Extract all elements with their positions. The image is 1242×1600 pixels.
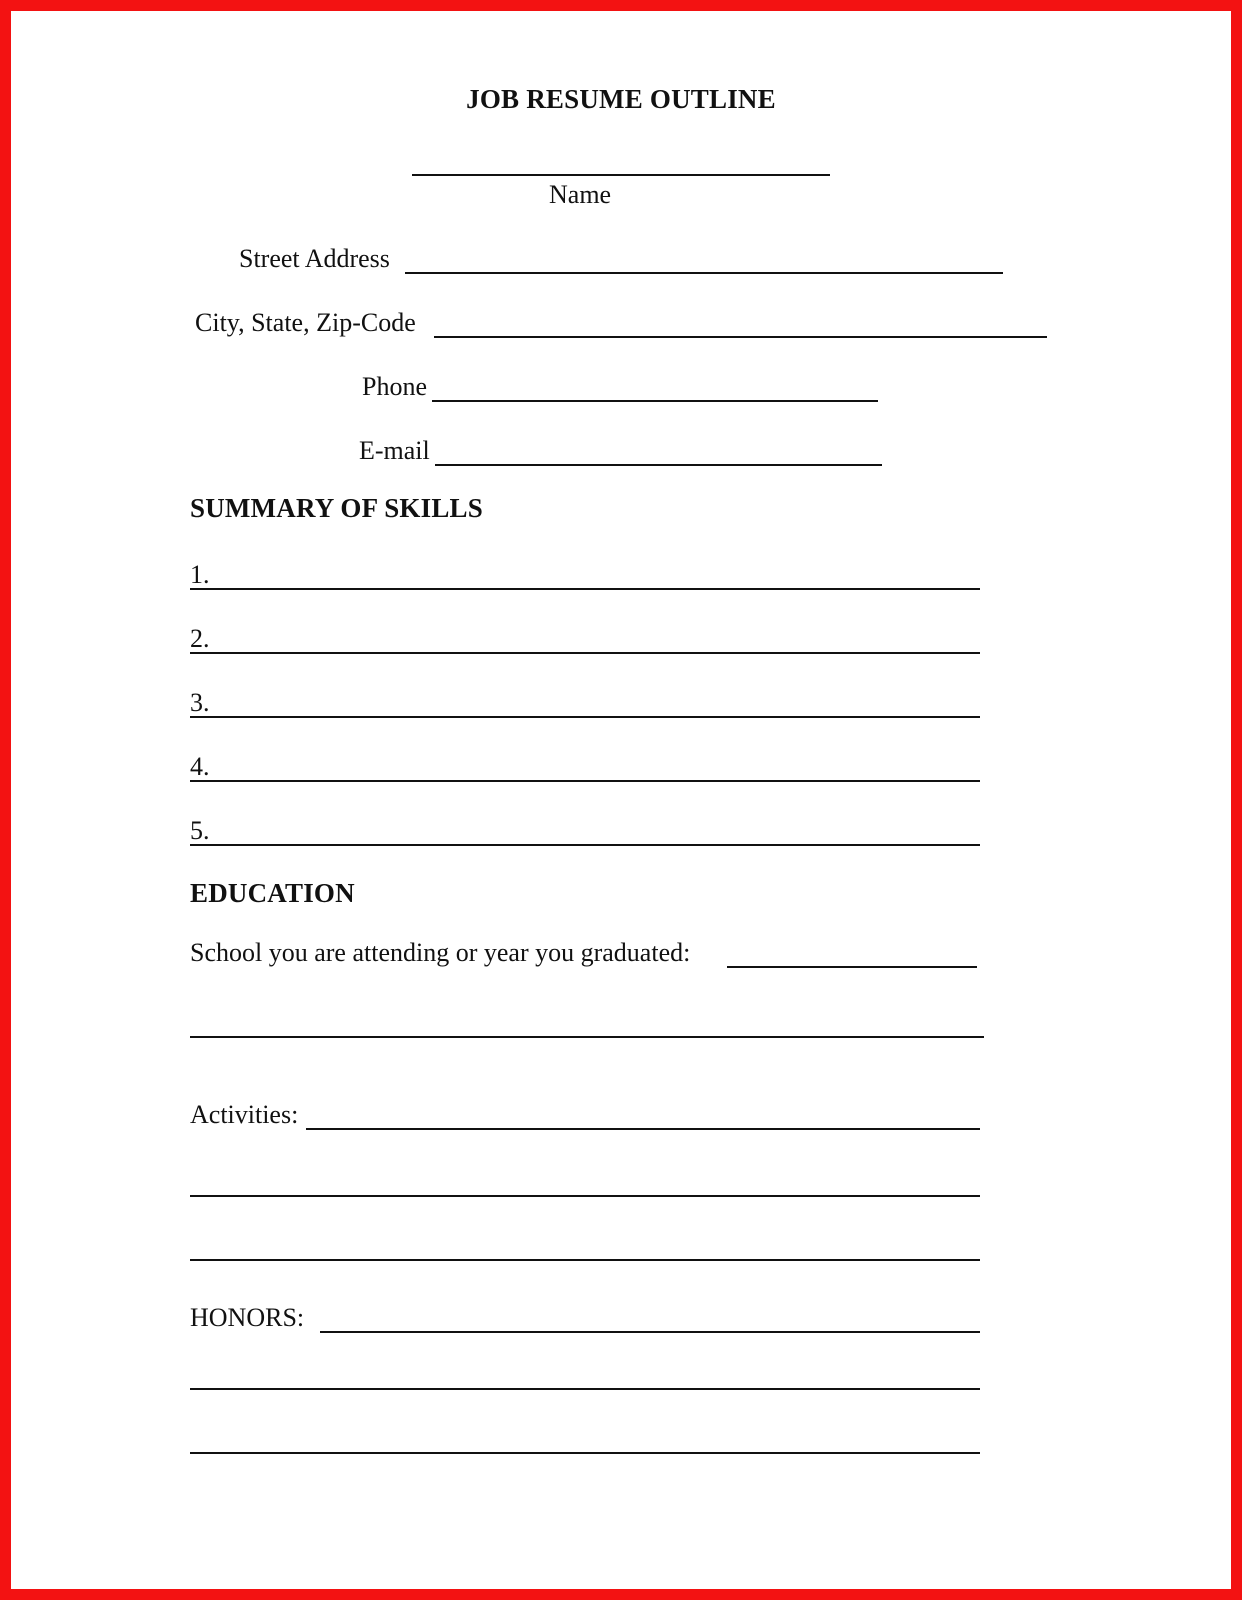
street-address-line[interactable] xyxy=(405,272,1003,274)
skill-number: 5. xyxy=(190,816,210,845)
honors-line[interactable] xyxy=(320,1331,980,1333)
city-state-zip-field[interactable] xyxy=(195,308,1047,338)
skill-line[interactable] xyxy=(190,652,980,654)
skill-line[interactable] xyxy=(190,716,980,718)
honors-label: HONORS: xyxy=(190,1303,305,1332)
skill-item[interactable] xyxy=(190,688,980,718)
street-address-label: Street Address xyxy=(239,244,390,273)
skill-line[interactable] xyxy=(190,780,980,782)
name-input-line[interactable] xyxy=(412,174,830,176)
skill-line[interactable] xyxy=(190,588,980,590)
phone-field[interactable] xyxy=(362,372,878,402)
skills-heading: SUMMARY OF SKILLS xyxy=(190,493,483,523)
skill-number: 4. xyxy=(190,752,210,781)
honors-field[interactable] xyxy=(190,1303,980,1333)
activities-field[interactable] xyxy=(190,1100,980,1130)
city-state-zip-label: City, State, Zip-Code xyxy=(195,308,416,337)
school-continuation-line[interactable] xyxy=(190,1036,984,1038)
school-line[interactable] xyxy=(727,966,977,968)
name-label: Name xyxy=(549,180,612,209)
activities-continuation-line[interactable] xyxy=(190,1259,980,1261)
phone-label: Phone xyxy=(362,372,427,401)
school-field[interactable] xyxy=(190,938,977,968)
city-state-zip-line[interactable] xyxy=(434,336,1047,338)
skill-line[interactable] xyxy=(190,844,980,846)
skill-number: 3. xyxy=(190,688,210,717)
activities-label: Activities: xyxy=(190,1100,299,1129)
phone-line[interactable] xyxy=(432,400,878,402)
skill-item[interactable] xyxy=(190,560,980,590)
education-heading: EDUCATION xyxy=(190,878,355,908)
school-label: School you are attending or year you graduated: xyxy=(190,938,691,967)
email-field[interactable] xyxy=(359,436,882,466)
email-line[interactable] xyxy=(435,464,882,466)
activities-line[interactable] xyxy=(306,1128,980,1130)
skill-item[interactable] xyxy=(190,624,980,654)
email-label: E-mail xyxy=(359,436,430,465)
skill-item[interactable] xyxy=(190,816,980,846)
page-title: JOB RESUME OUTLINE xyxy=(466,84,776,114)
honors-continuation-line[interactable] xyxy=(190,1388,980,1390)
honors-continuation-line[interactable] xyxy=(190,1452,980,1454)
skill-number: 1. xyxy=(190,560,210,589)
skill-item[interactable] xyxy=(190,752,980,782)
skill-number: 2. xyxy=(190,624,210,653)
street-address-field[interactable] xyxy=(239,244,1003,274)
activities-continuation-line[interactable] xyxy=(190,1195,980,1197)
